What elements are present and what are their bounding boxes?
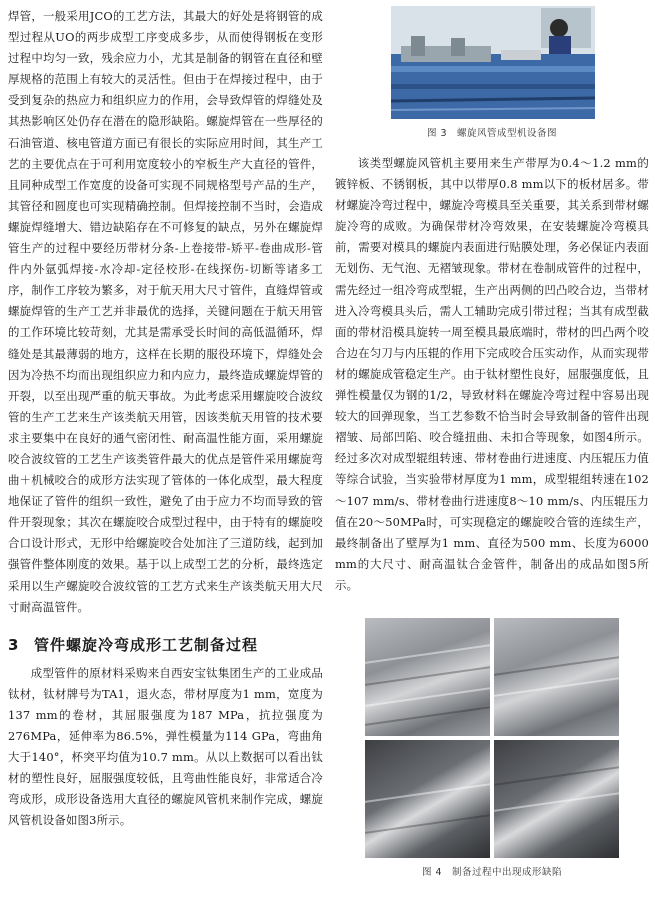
figure-4 — [335, 618, 649, 878]
section-title: 管件螺旋冷弯成形工艺制备过程 — [34, 635, 259, 654]
defect-photo-wrinkle — [365, 618, 490, 736]
machine-illustration — [391, 6, 595, 119]
figure-3-photo — [391, 6, 595, 119]
section-heading — [8, 634, 323, 655]
body-paragraph-2: 成型管件的原材料采购来自西安宝钛集团生产的工业成品钛材，钛材牌号为TA1，退火态，带材厚度为1 mm，宽度为137 mm的卷材，其屈服强度为187 MPa，抗拉强度为276MPa，延伸率为86.5%，弹性模量为114 GPa，弯曲角大于140°，杯突平均值为10.7 mm。从以上数据可以看出钛材的塑性良好，屈服强度较低，且弯曲性能良好，非常适合冷弯成形，成形设备选用大直径的螺旋风管机来制作完成，螺旋风管机设备如图3所示。 — [8, 665, 323, 828]
figure-4-photo-grid — [365, 618, 619, 858]
defect-photo-seam-twist — [365, 740, 490, 858]
left-column — [8, 6, 323, 831]
defect-photo-dent — [494, 618, 619, 736]
defect-photo-unlocked — [494, 740, 619, 858]
section-number: 3 — [8, 635, 20, 654]
figure-3-caption: 图 3 螺旋风管成型机设备图 — [426, 128, 558, 139]
body-paragraph-1: 焊管，一般采用JCO的工艺方法，其最大的好处是将钢管的成型过程从UO的两步成型工序变成多步，从而使得钢板在变形过程中均匀一致，残余应力小，尤其是制备的钢管在直径和壁厚规格的范围上有较大的灵活性。但由于在焊接过程中，由于受到复杂的热应力和组织应力的作用，会导致焊管的焊缝处及其热影响区处仍存在潜在的隐形缺陷。螺旋焊管在一些厚径的石油管道、核电管道方面已有很长的实际应用时间，其生产工艺的主要优点在于可利用宽度较小的窄板生产大直径的管件，且同种成型工作宽度的设备可实现不同规格型号产品的生产，其管径和圆度也可实现精确控制。但焊接控制不当时，会造成螺旋焊缝增大、错边缺陷存在不可修复的缺点，另外在螺旋焊管生产的过程中要经历带材分条-上卷接带-矫平-卷曲成形-管件内外氩弧焊接-水冷却-定径校形-在线探伤-切断等诸多工序，制作工序较为繁多，对于航天用大尺寸管件，直缝焊管或螺旋焊管的生产工艺并非最优的选择，关键问题在于航天用管的工作环境比较苛刻，尤其是需承受长时间的高低温循环，焊缝处是其最薄弱的地方，这样在长期的服役环境下，焊缝处会因为冷热不均而出现组织应力和内应力，最终造成螺旋焊管的开裂，以至出现严重的航天事故。为此考虑采用螺旋咬合波纹管的生产工艺来生产该类航天用管，因该类航天用管的技术要求主要集中在良好的通气密闭性、耐高温性能方面，采用螺旋咬合波纹管的工艺生产该类管件最大的优点是管件采用螺旋弯曲＋机械咬合的成形方法实现了管体的一体化成型，最大程度地保证了管件的组织一致性，避免了由于应力不均而导致的管件开裂现象；其次在螺旋咬合成型过程中，由于特有的螺旋咬合口设计形式，无形中给螺旋咬合处加注了三道防线，起到加强管件整体刚度的效果。基于以上成型工艺的分析，最终选定采用以生产螺旋咬合波纹管的工艺方式来生产该类航天用大尺寸耐高温管件。 — [8, 9, 323, 614]
figure-4-caption: 图 4 制备过程中出现成形缺陷 — [421, 866, 563, 878]
right-column — [335, 6, 649, 878]
body-paragraph-3: 该类型螺旋风管机主要用来生产带厚为0.4～1.2 mm的镀锌板、不锈钢板，其中以带厚0.8 mm以下的板材居多。带材螺旋冷弯过程中，螺旋冷弯模具至关重要，其关系到带材螺旋冷弯的成败。为确保带材冷弯效果，在安装螺旋冷弯模具前，需要对模具的螺旋内表面进行贴膜处理，务必保证内表面无划伤、无气泡、无褶皱现象。带材在卷制成管件的过程中，需先经过一组冷弯成型辊，生产出两侧的凹凸咬合边，当带材进入冷弯模具头后，需人工辅助完成引带过程；当其有成型截面的带材沿模具旋转一周至模具最底端时，带材的凹凸两个咬合边在匀刀与内压辊的作用下完成咬合压实动作，从而实现带材的螺旋成管稳定生产。由于钛材塑性良好，屈服强度低，且弹性模量仅为钢的1/2，导致材料在螺旋冷弯过程中容易出现较大的回弹现象，当工艺参数不恰当时会导致制备的管件出现褶皱、局部凹陷、咬合缝扭曲、未扣合等现象，如图4所示。经过多次对成型辊组转速、带材卷曲行进速度、内压辊压力值等综合试验，当实验带材厚度为1 mm，成型辊组转速在102～107 mm/s、带材卷曲行进速度8～10 mm/s、内压辊压力值在20～50MPa时，可实现稳定的螺旋咬合管的连续生产，最终制备出了壁厚为1 mm、直径为500 mm、长度为6000 mm的大尺寸、耐高温钛合金管件，制备出的成品如图5所示。 — [335, 156, 649, 592]
figure-3 — [335, 6, 649, 139]
